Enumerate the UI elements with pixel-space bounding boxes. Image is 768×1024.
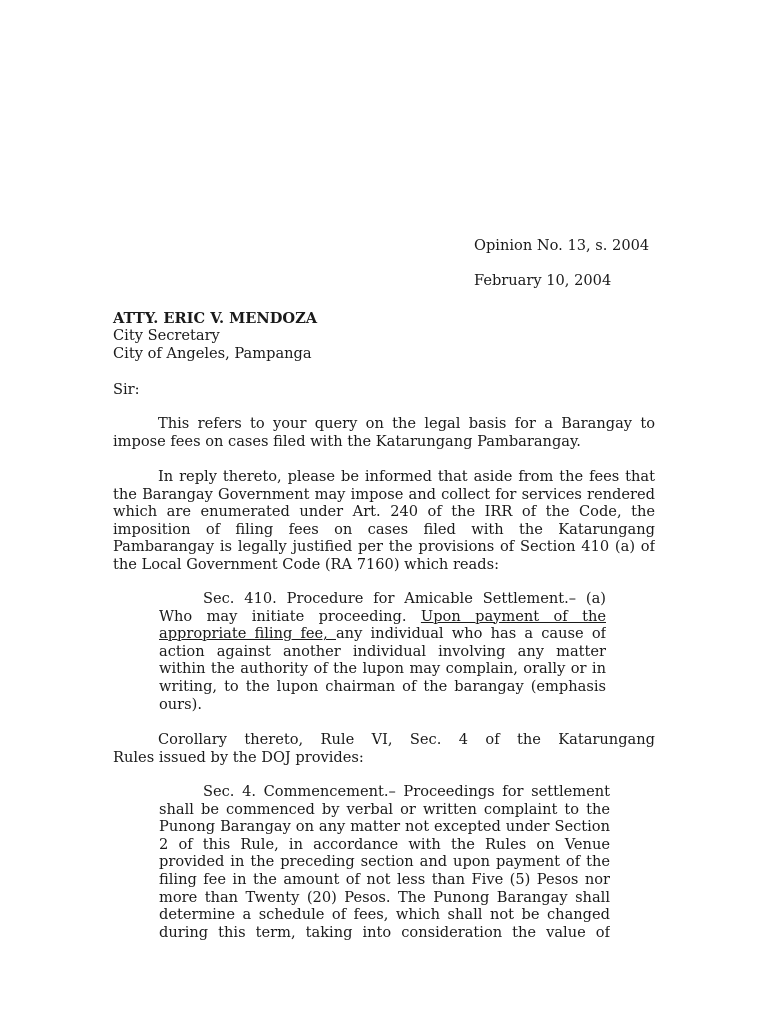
quote-line: ours). [159,695,202,713]
quote-line [159,608,606,626]
quote-line [159,625,606,643]
paragraph-line: imposition of filing fees on cases filed with the Katarungang [113,520,655,538]
letter-date: February 10, 2004 [474,272,612,289]
quote-line: within the authority of the lupon may complain, orally or in [159,660,606,678]
quote-sec-410 [159,590,606,713]
quote-line: 2 of this Rule, in accordance with the Rules on Venue [159,835,610,853]
addressee-title: City Secretary [113,327,220,344]
addressee-location: City of Angeles, Pampanga [113,345,312,362]
quote-line: during this term, taking into consideration the value of [159,923,610,941]
salutation: Sir: [113,381,140,398]
quote-text: Who may initiate proceeding. [159,607,421,625]
paragraph-corollary [113,731,655,766]
quote-text: any individual who has a cause of [335,625,606,643]
paragraph-reply [113,468,655,574]
paragraph-line: This refers to your query on the legal basis for a Barangay to [158,415,655,432]
quote-line: determine a schedule of fees, which shall not be changed [159,906,610,924]
quote-line: action against another individual involving any matter [159,642,606,660]
paragraph-line: the Barangay Government may impose and collect for services rendered [113,485,655,503]
paragraph-line: Rules issued by the DOJ provides: [113,748,364,766]
paragraph-query [113,415,655,450]
addressee-name: ATTY. ERIC V. MENDOZA [113,310,318,327]
underlined-text: appropriate filing fee, [159,625,336,643]
underlined-text: Upon payment of the [420,607,606,625]
paragraph-line: In reply thereto, please be informed that aside from the fees that [158,468,655,485]
quote-line: more than Twenty (20) Pesos. The Punong Barangay shall [159,888,610,906]
opinion-number: Opinion No. 13, s. 2004 [474,237,650,254]
paragraph-line: Pambarangay is legally justified per the provisions of Section 410 (a) of [113,538,655,556]
quote-line: Punong Barangay on any matter not excepted under Section [159,818,610,836]
paragraph-line: the Local Government Code (RA 7160) which reads: [113,555,500,573]
paragraph-line: which are enumerated under Art. 240 of the IRR of the Code, the [113,503,655,521]
quote-line: shall be commenced by verbal or written complaint to the [159,800,610,818]
quote-line: Sec. 4. Commencement.– Proceedings for settlement [203,783,610,800]
quote-sec-4 [159,783,610,941]
quote-line: filing fee in the amount of not less than Five (5) Pesos nor [159,870,610,888]
paragraph-line: impose fees on cases filed with the Katarungang Pambarangay. [113,432,581,450]
quote-line: Sec. 410. Procedure for Amicable Settlement.– (a) [203,590,606,607]
quote-line: provided in the preceding section and upon payment of the [159,853,610,871]
quote-line: writing, to the lupon chairman of the barangay (emphasis [159,677,606,695]
paragraph-line: Corollary thereto, Rule VI, Sec. 4 of the Katarungang [158,731,655,748]
